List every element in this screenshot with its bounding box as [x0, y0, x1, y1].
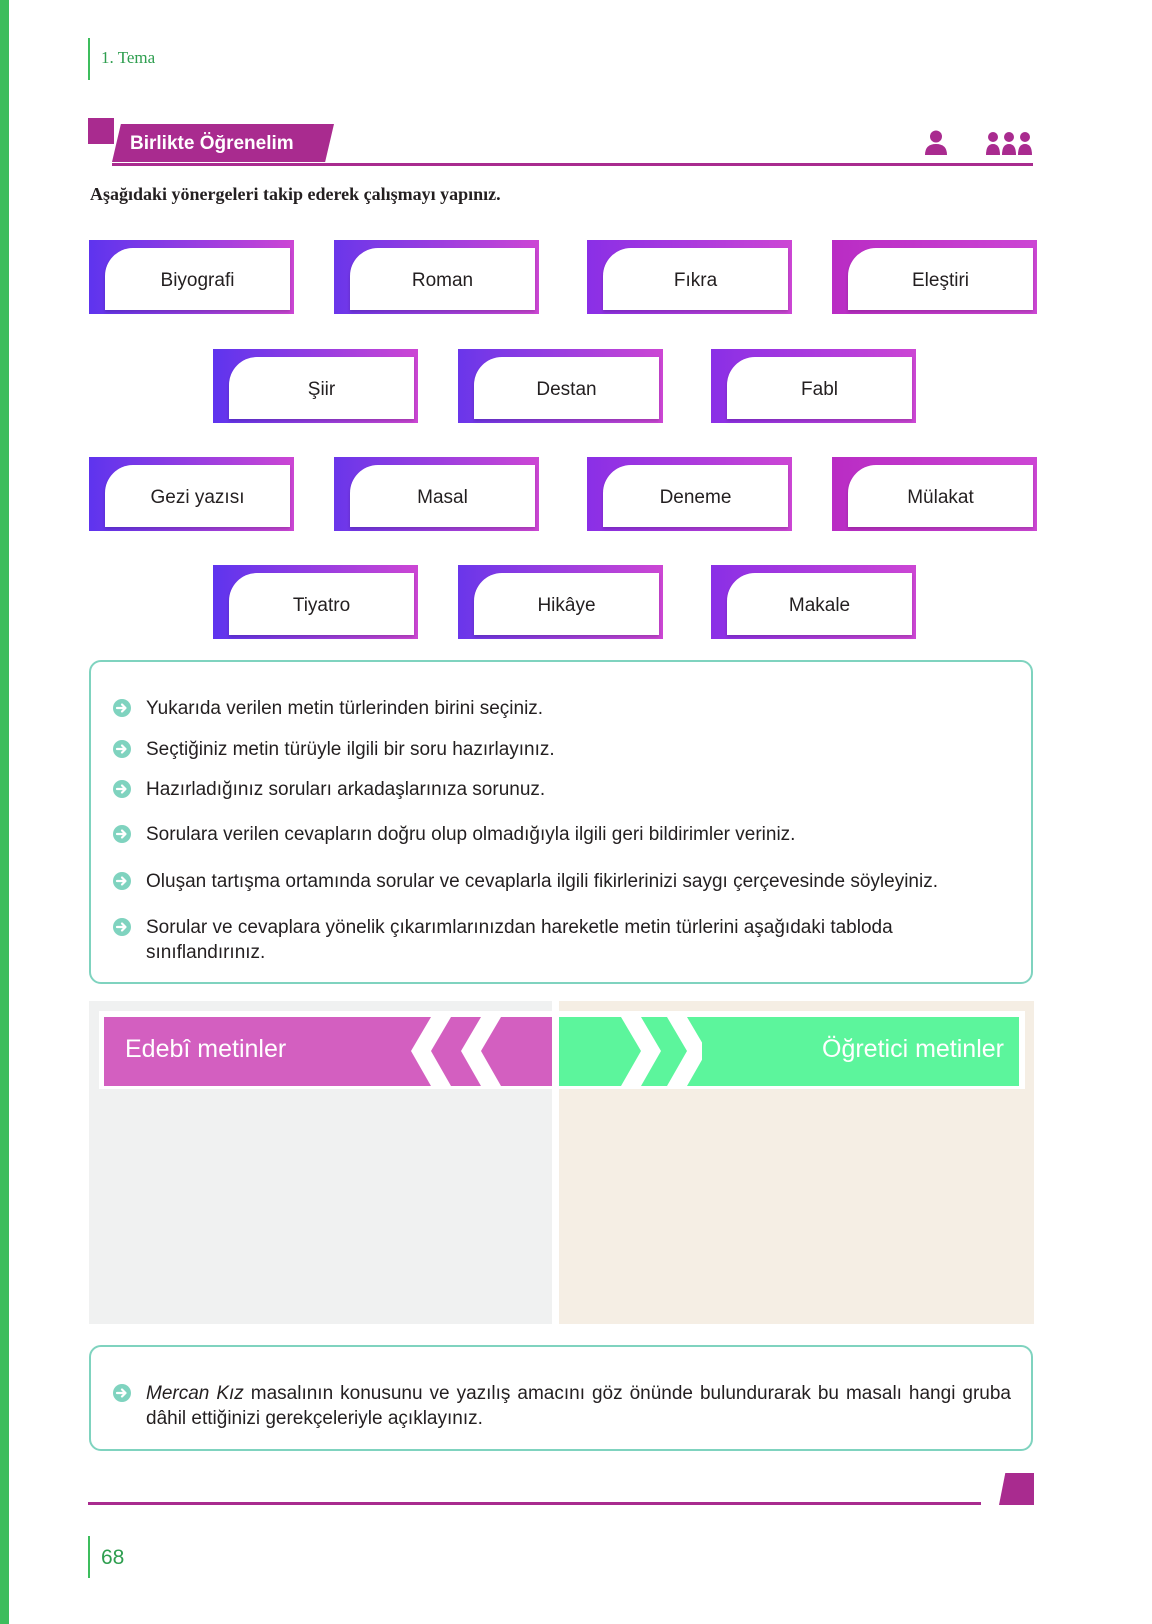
step-item — [113, 869, 1011, 894]
steps-box — [89, 660, 1033, 984]
footer-line — [88, 1502, 981, 1505]
step-text: Sorular ve cevaplara yönelik çıkarımlarınızdan hareketle metin türlerini aşağıdaki tabloda sınıflandırınız. — [146, 917, 893, 963]
genre-label: Gezi yazısı — [150, 487, 245, 508]
step-item — [113, 737, 1011, 762]
arrow-bullet-icon — [113, 740, 131, 758]
step-text: Hazırladığınız soruları arkadaşlarınıza sorunuz. — [146, 779, 546, 800]
genre-label: Roman — [411, 270, 474, 291]
informative-header-label: Öğretici metinler — [822, 1035, 1004, 1063]
genre-card[interactable] — [89, 240, 294, 314]
instruction-text: Aşağıdaki yönergeleri takip ederek çalışmayı yapınız. — [90, 184, 501, 204]
genre-card[interactable] — [832, 457, 1037, 531]
tema-label: 1. Tema — [101, 48, 156, 67]
genre-label: Makale — [788, 595, 851, 616]
genre-card[interactable] — [334, 240, 539, 314]
arrow-bullet-icon — [113, 918, 131, 936]
step-item — [113, 822, 1011, 847]
step-item — [113, 915, 1011, 965]
genre-label: Deneme — [659, 487, 732, 508]
step-item — [113, 777, 1011, 802]
genre-card[interactable] — [587, 240, 792, 314]
right-chevrons-icon — [559, 1017, 702, 1086]
genre-card[interactable] — [213, 565, 418, 639]
genre-label: Tiyatro — [292, 595, 351, 616]
footer-square — [999, 1473, 1034, 1505]
genre-label: Şiir — [307, 379, 336, 400]
step-text: Oluşan tartışma ortamında sorular ve cevaplarla ilgili fikirlerinizi saygı çerçevesinde söyleyiniz. — [146, 871, 938, 892]
literary-header-label: Edebî metinler — [125, 1035, 287, 1063]
genre-cards — [0, 0, 1152, 660]
arrow-bullet-icon — [113, 872, 131, 890]
genre-label: Mülakat — [907, 487, 974, 508]
genre-card[interactable] — [89, 457, 294, 531]
genre-label: Fabl — [801, 379, 838, 400]
final-task-rest: masalının konusunu ve yazılış amacını göz önünde bulundurarak bu masalı hangi gruba dâhil ettiğinizi gerekçeleriyle açıklayınız. — [146, 1383, 1011, 1429]
genre-card[interactable] — [458, 349, 663, 423]
genre-label: Masal — [417, 487, 468, 508]
arrow-bullet-icon — [113, 825, 131, 843]
classification-table — [89, 1001, 1034, 1324]
genre-card[interactable] — [213, 349, 418, 423]
genre-label: Fıkra — [673, 270, 718, 291]
genre-label: Eleştiri — [911, 270, 969, 291]
genre-card[interactable] — [832, 240, 1037, 314]
story-title: Mercan Kız — [146, 1383, 244, 1404]
genre-card[interactable] — [334, 457, 539, 531]
arrow-bullet-icon — [113, 699, 131, 717]
final-task-text — [146, 1381, 1011, 1431]
final-task-box — [89, 1345, 1033, 1451]
genre-label: Hikâye — [537, 595, 596, 616]
arrow-bullet-icon — [113, 1384, 131, 1402]
genre-card[interactable] — [711, 565, 916, 639]
step-text: Yukarıda verilen metin türlerinden birini seçiniz. — [146, 698, 544, 719]
final-task-item — [113, 1381, 1011, 1431]
genre-card[interactable] — [587, 457, 792, 531]
step-item — [113, 696, 1011, 721]
genre-label: Destan — [536, 379, 597, 400]
step-text: Seçtiğiniz metin türüyle ilgili bir soru hazırlayınız. — [146, 739, 555, 760]
genre-card[interactable] — [458, 565, 663, 639]
left-chevrons-icon — [409, 1017, 552, 1086]
step-text: Sorulara verilen cevapların doğru olup olmadığıyla ilgili geri bildirimler veriniz. — [146, 824, 796, 845]
page-number: 68 — [101, 1546, 125, 1569]
arrow-bullet-icon — [113, 780, 131, 798]
genre-label: Biyografi — [160, 270, 235, 291]
section-title: Birlikte Öğrenelim — [130, 133, 294, 154]
genre-card[interactable] — [711, 349, 916, 423]
page-number-divider — [88, 1536, 90, 1578]
